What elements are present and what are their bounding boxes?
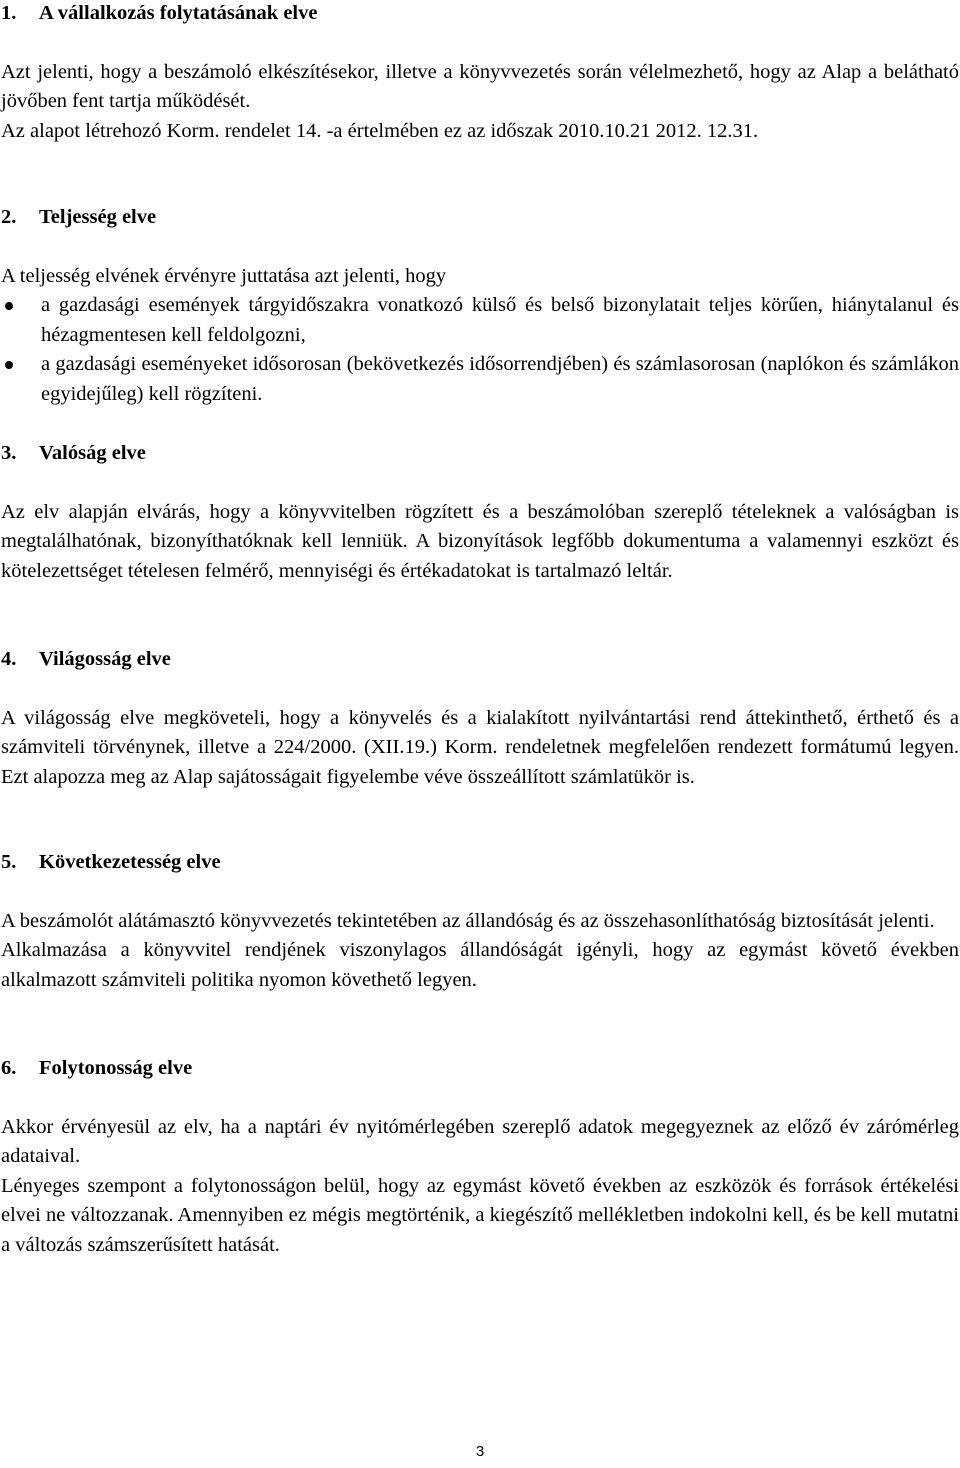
- section-2: [1, 203, 959, 410]
- bullet-icon: [5, 361, 13, 369]
- list-item: [1, 350, 959, 409]
- section-number: 2.: [1, 206, 17, 228]
- paragraph: A beszámolót alátámasztó könyvvezetés tekintetében az állandóság és az összehasonlíthatóság biztosítását jelenti.: [1, 909, 935, 932]
- intro-text: A teljesség elvének érvényre juttatása azt jelenti, hogy: [1, 264, 447, 287]
- paragraph: Lényeges szempont a folytonosságon belül, hogy az egymást követő években az eszközök és források értékelési elvei ne változzanak. Amennyiben ez mégis megtörténik, a kiegészítő mellékletben indokolni kell, és be kell mutatni a változás számszerűsített hatását.: [1, 1174, 959, 1256]
- section-6: [1, 1054, 959, 1261]
- section-title: Következetesség elve: [39, 851, 221, 873]
- section-title: Folytonosság elve: [39, 1057, 193, 1079]
- section-title: Teljesség elve: [39, 206, 157, 228]
- section-1: [1, 0, 959, 146]
- section-heading: [1, 203, 959, 233]
- section-title: A vállalkozás folytatásának elve: [39, 2, 318, 24]
- section-title: Világosság elve: [39, 648, 171, 670]
- section-title: Valóság elve: [39, 442, 146, 464]
- section-number: 5.: [1, 851, 17, 873]
- section-number: 4.: [1, 648, 17, 670]
- list-item-text: a gazdasági események tárgyidőszakra vonatkozó külső és belső bizonylatait teljes körűen, hiánytalanul és hézagmentesen kell feldolgozni,: [41, 294, 959, 346]
- section-heading: [1, 439, 959, 469]
- section-5: [1, 848, 959, 995]
- paragraph: Akkor érvényesül az elv, ha a naptári év nyitómérlegében szereplő adatok megegyeznek az előző év zárómérleg adataival.: [1, 1115, 959, 1168]
- section-number: 1.: [1, 2, 17, 24]
- section-heading: [1, 0, 959, 29]
- bullet-icon: [5, 302, 13, 310]
- section-number: 6.: [1, 1057, 17, 1079]
- section-4: [1, 645, 959, 792]
- section-3: [1, 439, 959, 586]
- section-number: 3.: [1, 442, 17, 464]
- paragraph: A világosság elve megköveteli, hogy a könyvelés és a kialakított nyilvántartási rend áttekinthető, érthető és a számviteli törvénynek, illetve a 224/2000. (XII.19.) Korm. rendeletnek megfelelően rendezett formátumú legyen. Ezt alapozza meg az Alap sajátosságait figyelembe véve összeállított számlatükör is.: [1, 706, 959, 788]
- paragraph: Alkalmazása a könyvvitel rendjének viszonylagos állandóságát igényli, hogy az egymást követő években alkalmazott számviteli politika nyomon követhető legyen.: [1, 939, 959, 991]
- paragraph: Azt jelenti, hogy a beszámoló elkészítésekor, illetve a könyvvezetés során vélelmezhető, hogy az Alap a belátható jövőben fent tartja működését.: [1, 60, 959, 113]
- list-item: [1, 291, 959, 350]
- page-number: 3: [475, 1443, 485, 1460]
- paragraph: Az alapot létrehozó Korm. rendelet 14. -a értelmében ez az időszak 2010.10.21 2012. 12.31.: [1, 119, 759, 142]
- paragraph: Az elv alapján elvárás, hogy a könyvvitelben rögzített és a beszámolóban szereplő tételeknek a valóságban is megtalálhatónak, bizonyíthatóknak kell lenniük. A bizonyítások legfőbb dokumentuma a valamennyi eszközt és kötelezettséget tételesen felmérő, mennyiségi és értékadatokat is tartalmazó leltár.: [1, 500, 959, 582]
- section-heading: [1, 1054, 959, 1084]
- bullet-list: [1, 291, 959, 409]
- section-heading: [1, 848, 959, 878]
- list-item-text: a gazdasági eseményeket idősorosan (bekövetkezés idősorrendjében) és számlasorosan (naplókon és számlákon egyidejűleg) kell rögzíteni.: [41, 353, 959, 405]
- section-heading: [1, 645, 959, 675]
